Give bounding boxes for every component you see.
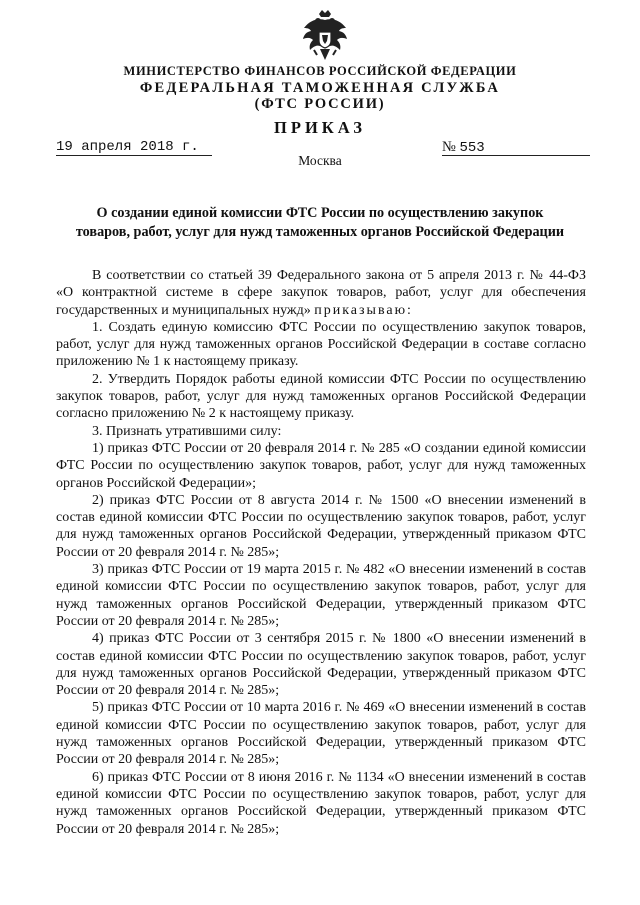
order-word: приказываю: xyxy=(314,302,413,318)
ministry-name: МИНИСТЕРСТВО ФИНАНСОВ РОССИЙСКОЙ ФЕДЕРАЦИИ xyxy=(123,64,517,78)
sub-item-6: 6) приказ ФТС России от 8 июня 2016 г. № 1134 «О внесении изменений в состав единой комиссии ФТС России по осуществлению закупок товаров, работ, услуг для нужд таможенных органов Российской Федерации, утвержденный приказом ФТС России от 20 февраля 2014 г. № 285»; xyxy=(56,769,586,837)
item-2: 2. Утвердить Порядок работы единой комиссии ФТС России по осуществлению закупок товаров, работ, услуг для нужд таможенных органов Российской Федерации согласно приложению № 2 к настоящему приказу. xyxy=(56,371,586,422)
document-body xyxy=(56,267,586,838)
sub-item-5: 5) приказ ФТС России от 10 марта 2016 г. № 469 «О внесении изменений в состав единой комиссии ФТС России по осуществлению закупок товаров, работ, услуг для нужд таможенных органов Российской Федерации, утвержденный приказом ФТС России от 20 февраля 2014 г. № 285»; xyxy=(56,700,586,768)
item-1: 1. Создать единую комиссию ФТС России по осуществлению закупок товаров, работ, услуг для нужд таможенных органов Российской Федерации в составе согласно приложению № 1 к настоящему приказу. xyxy=(56,319,586,370)
coat-of-arms-icon xyxy=(300,8,350,64)
sub-item-4: 4) приказ ФТС России от 3 сентября 2015 г. № 1800 «О внесении изменений в состав единой комиссии ФТС России по осуществлению закупок товаров, работ, услуг для нужд таможенных органов Российской Федерации, утвержденный приказом ФТС России от 20 февраля 2014 г. № 285»; xyxy=(56,631,586,699)
document-title xyxy=(40,204,600,242)
city: Москва xyxy=(298,153,342,168)
service-name: ФЕДЕРАЛЬНАЯ ТАМОЖЕННАЯ СЛУЖБА xyxy=(139,80,501,96)
sub-item-3: 3) приказ ФТС России от 19 марта 2015 г. № 482 «О внесении изменений в состав единой комиссии ФТС России по осуществлению закупок товаров, работ, услуг для нужд таможенных органов Российской Федерации, утвержденный приказом ФТС России от 20 февраля 2014 г. № 285»; xyxy=(56,562,586,629)
number-sign: № xyxy=(442,139,456,155)
title-line-1: О создании единой комиссии ФТС России по осуществлению закупок xyxy=(96,205,544,221)
sub-item-1: 1) приказ ФТС России от 20 февраля 2014 г. № 285 «О создании единой комиссии ФТС России по осуществлению закупок товаров, работ, услуг для нужд таможенных органов Российской Федерации»; xyxy=(56,440,586,491)
order-number-text: 553 xyxy=(459,140,485,156)
item-3: 3. Признать утратившими силу: xyxy=(92,423,282,439)
title-line-2: товаров, работ, услуг для нужд таможенных органов Российской Федерации xyxy=(75,224,565,240)
document-type: ПРИКАЗ xyxy=(274,118,366,137)
preamble-paragraph xyxy=(56,267,586,319)
sub-item-2: 2) приказ ФТС России от 8 августа 2014 г. № 1500 «О внесении изменений в состав единой комиссии ФТС России по осуществлению закупок товаров, работ, услуг для нужд таможенных органов Российской Федерации, утвержденный приказом ФТС России от 20 февраля 2014 г. № 285»; xyxy=(56,492,586,560)
service-abbreviation: (ФТС РОССИИ) xyxy=(254,96,386,112)
order-date-text: 19 апреля 2018 г. xyxy=(56,139,199,155)
preamble-text: В соответствии со статьей 39 Федерального закона от 5 апреля 2013 г. № 44-ФЗ «О контрактной системе в сфере закупок товаров, работ, услуг для обеспечения государственных и муниципальных нужд» xyxy=(56,268,586,318)
